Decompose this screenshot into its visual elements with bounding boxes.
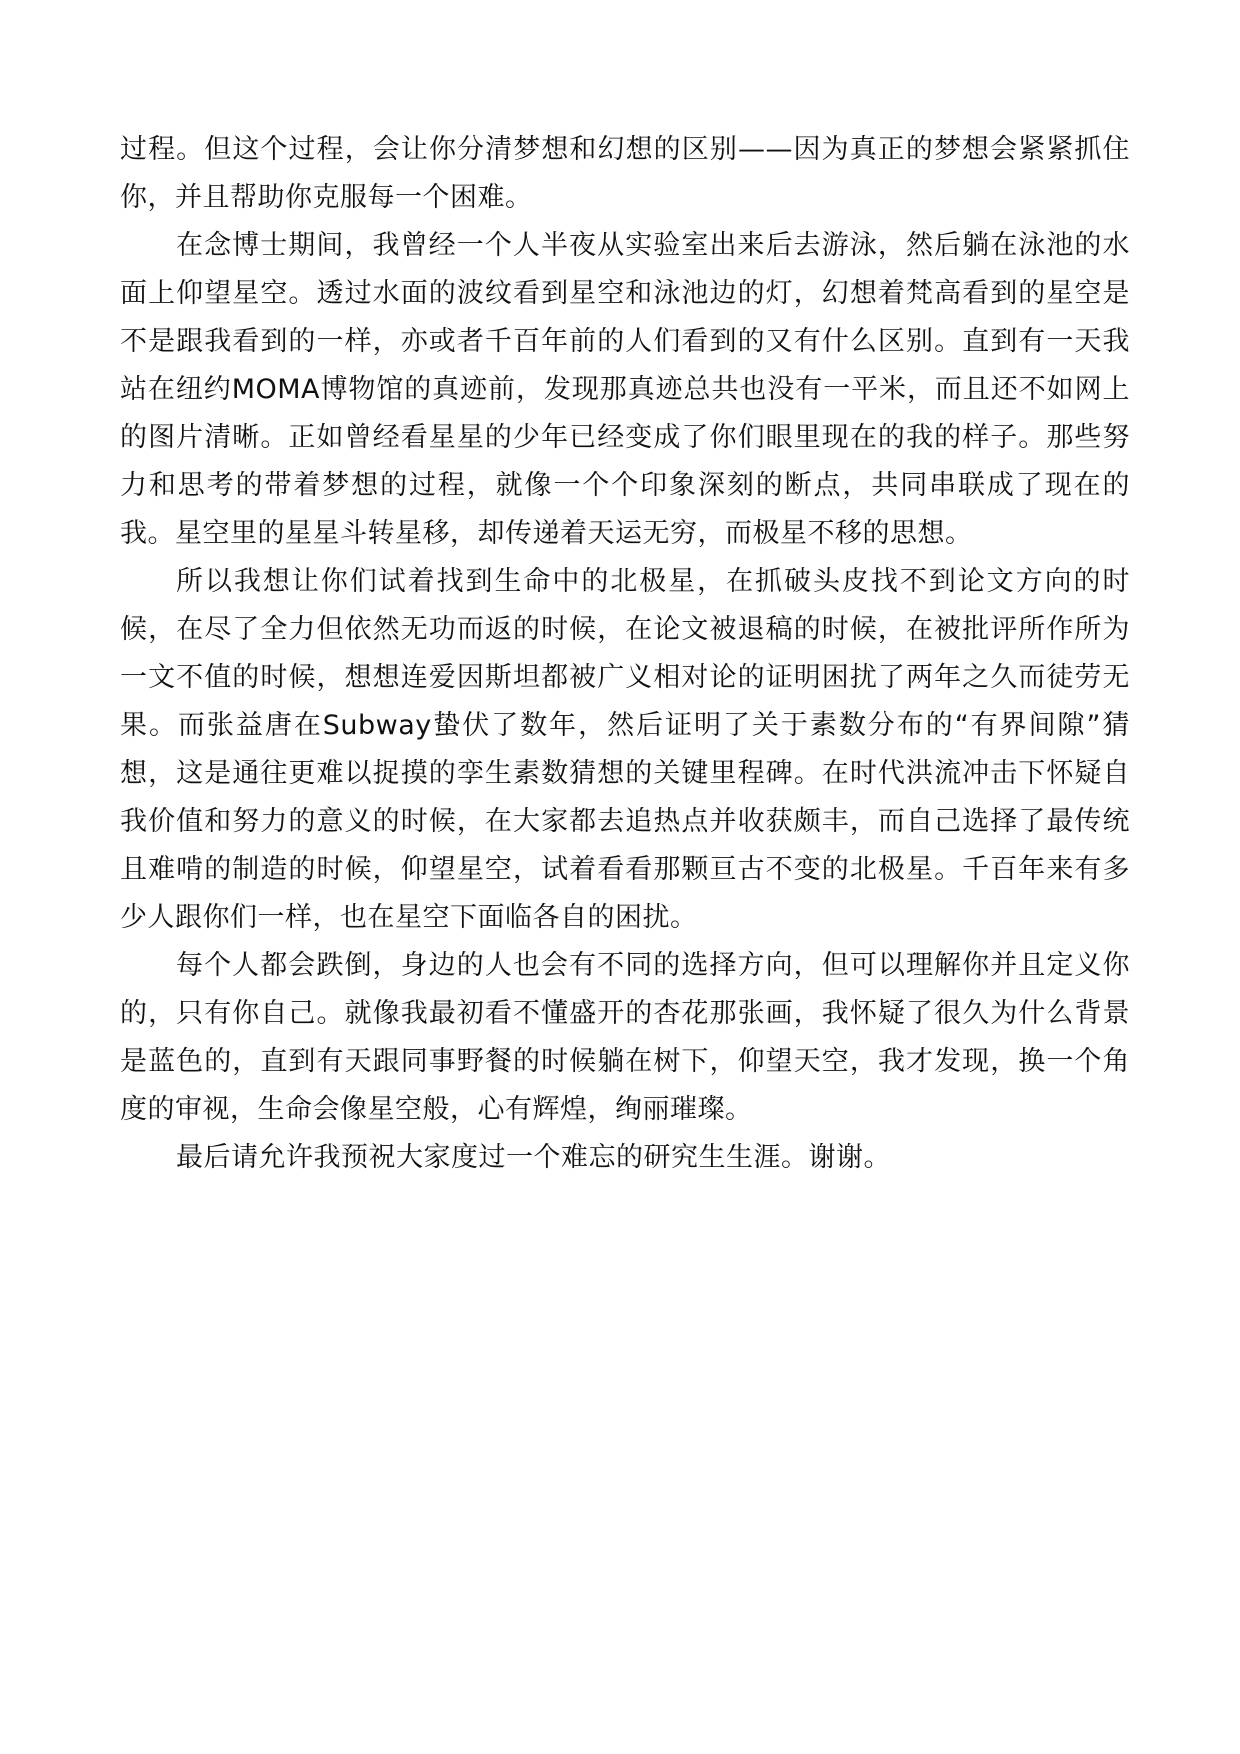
paragraph-closing: 最后请允许我预祝大家度过一个难忘的研究生生涯。谢谢。 [176, 1142, 891, 1173]
paragraph-north-star: 所以我想让你们试着找到生命中的北极星，在抓破头皮找不到论文方向的时候，在尽了全力但依然无功而返的时候，在论文被退稿的时候，在被批评所作所为一文不值的时候，想想连爱因斯坦都被广义相对论的证明困扰了两年之久而徒劳无果。而张益唐在Subway蛰伏了数年，然后证明了关于素数分布的“有界间隙”猜想，这是通往更难以捉摸的孪生素数猜想的关键里程碑。在时代洪流冲击下怀疑自我价值和努力的意义的时候，在大家都去追热点并收获颇丰，而自己选择了最传统且难啃的制造的时候，仰望星空，试着看看那颗亘古不变的北极星。千百年来有多少人跟你们一样，也在星空下面临各自的困扰。 [120, 566, 1130, 933]
paragraph-stargazing: 在念博士期间，我曾经一个人半夜从实验室出来后去游泳，然后躺在泳池的水面上仰望星空。透过水面的波纹看到星空和泳池边的灯，幻想着梵高看到的星空是不是跟我看到的一样，亦或者千百年前的人们看到的又有什么区别。直到有一天我站在纽约MOMA博物馆的真迹前，发现那真迹总共也没有一平米，而且还不如网上的图片清晰。正如曾经看星星的少年已经变成了你们眼里现在的我的样子。那些努力和思考的带着梦想的过程，就像一个个印象深刻的断点，共同串联成了现在的我。星空里的星星斗转星移，却传递着天运无穷，而极星不移的思想。 [120, 230, 1130, 549]
paragraph-self-definition: 每个人都会跌倒，身边的人也会有不同的选择方向，但可以理解你并且定义你的，只有你自己。就像我最初看不懂盛开的杏花那张画，我怀疑了很久为什么背景是蓝色的，直到有天跟同事野餐的时候躺在树下，仰望天空，我才发现，换一个角度的审视，生命会像星空般，心有辉煌，绚丽璀璨。 [120, 950, 1130, 1125]
paragraph-continuation: 过程。但这个过程，会让你分清梦想和幻想的区别——因为真正的梦想会紧紧抓住你，并且帮助你克服每一个困难。 [120, 134, 1130, 213]
document-body [120, 126, 1130, 1182]
